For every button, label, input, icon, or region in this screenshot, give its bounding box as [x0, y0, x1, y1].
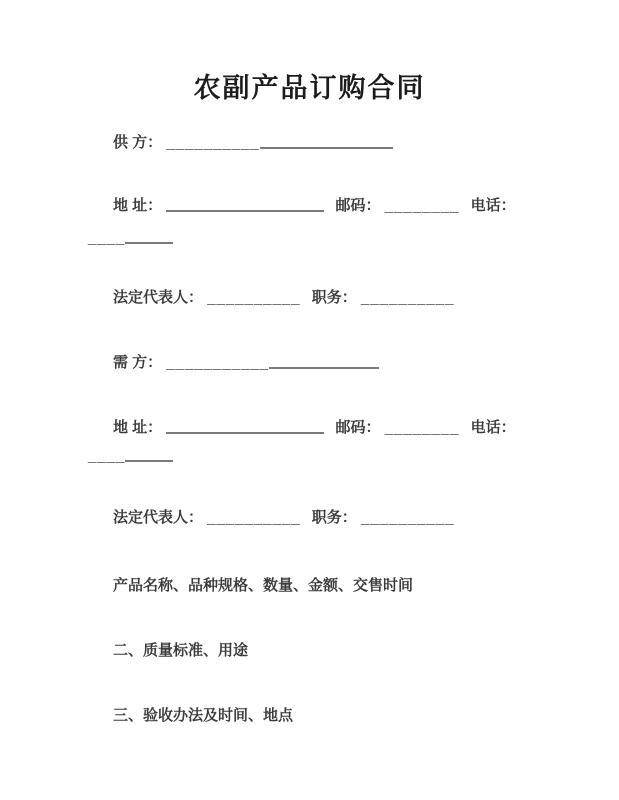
buyer-job-title-label: 职务： — [311, 509, 357, 526]
buyer-phone-label: 电话： — [470, 419, 516, 436]
buyer-row — [113, 353, 379, 373]
supplier-phone-blank-line — [125, 230, 173, 244]
buyer-job-title-blank-dashed: __________ — [360, 509, 455, 526]
supplier-job-title-blank-dashed: __________ — [360, 289, 455, 306]
clause-products-text: 产品名称、品种规格、数量、金额、交售时间 — [113, 577, 414, 594]
buyer-legal-rep-row — [113, 508, 454, 528]
clause-acceptance — [113, 706, 293, 726]
document-title: 农副产品订购合同 — [193, 73, 426, 103]
buyer-blank-line — [269, 355, 379, 369]
supplier-address-label: 地 址： — [113, 197, 163, 214]
buyer-phone-blank-line — [125, 448, 173, 462]
supplier-zip-label: 邮码： — [335, 197, 381, 214]
supplier-phone-blank-dashed: ____ — [88, 229, 126, 246]
supplier-job-title-label: 职务： — [311, 289, 357, 306]
supplier-legal-rep-blank-dashed: __________ — [207, 289, 301, 306]
clause-quality-text: 二、质量标准、用途 — [113, 642, 249, 659]
buyer-zip-blank-dashed: ________ — [384, 419, 460, 436]
supplier-blank-line — [260, 135, 393, 149]
buyer-phone-blank-dashed: ____ — [88, 447, 126, 464]
clause-acceptance-text: 三、验收办法及时间、地点 — [113, 707, 294, 724]
supplier-label: 供 方： — [113, 134, 163, 151]
buyer-phone-continuation — [88, 446, 173, 466]
supplier-phone-continuation — [88, 228, 173, 248]
buyer-address-label: 地 址： — [113, 419, 163, 436]
buyer-legal-rep-blank-dashed: __________ — [207, 509, 301, 526]
supplier-phone-label: 电话： — [470, 197, 516, 214]
supplier-legal-rep-label: 法定代表人： — [113, 289, 204, 306]
clause-quality — [113, 641, 248, 661]
buyer-legal-rep-label: 法定代表人： — [113, 509, 204, 526]
supplier-address-row — [113, 196, 516, 216]
buyer-blank-dashed: ___________ — [166, 354, 270, 371]
supplier-blank-dashed: __________ — [166, 134, 260, 151]
supplier-legal-rep-row — [113, 288, 454, 308]
buyer-zip-label: 邮码： — [335, 419, 381, 436]
supplier-zip-blank-dashed: ________ — [384, 197, 460, 214]
buyer-address-blank-line — [166, 420, 324, 434]
clause-products — [113, 576, 413, 596]
supplier-row — [113, 133, 393, 153]
buyer-address-row — [113, 418, 516, 438]
supplier-address-blank-line — [166, 198, 324, 212]
buyer-label: 需 方： — [113, 354, 163, 371]
